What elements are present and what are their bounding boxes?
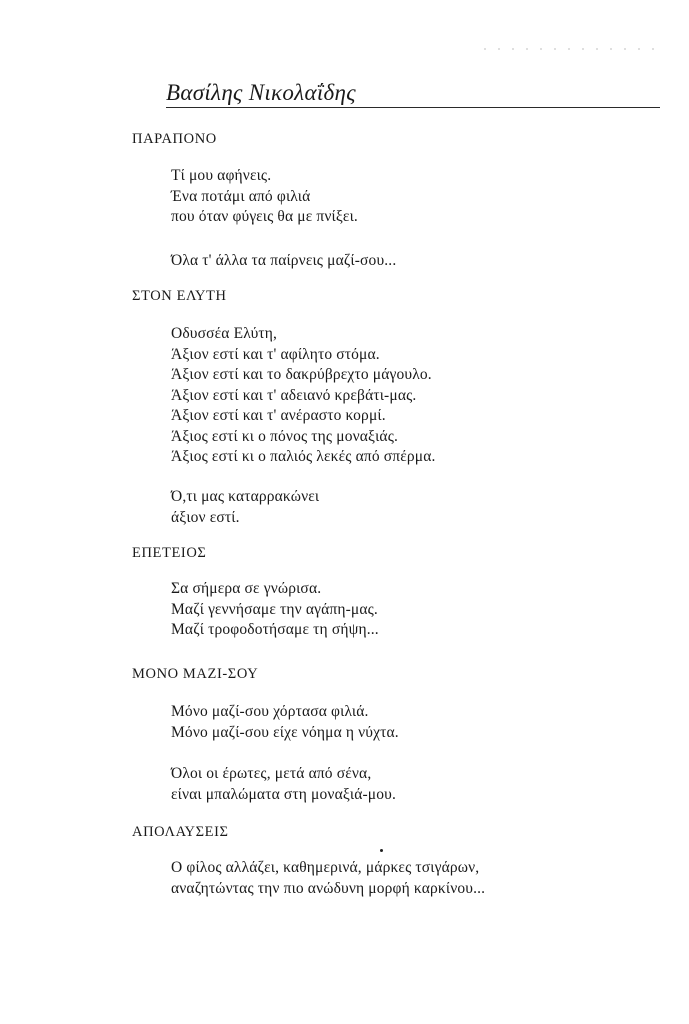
verse-line: Μόνο μαζί-σου χόρτασα φιλιά. xyxy=(171,703,369,720)
verse-line: Τί μου αφήνεις. xyxy=(171,167,272,184)
header-rule xyxy=(166,107,660,108)
poem-title: ΣΤΟΝ ΕΛΥΤΗ xyxy=(132,288,227,304)
verse-line: Άξιον εστί και τ' αδειανό κρεβάτι-μας. xyxy=(171,386,417,404)
verse-line: Άξιον εστί και το δακρύβρεχτο μάγουλο. xyxy=(171,366,432,383)
verse-line: Μόνο μαζί-σου είχε νόημα η νύχτα. xyxy=(171,723,399,741)
verse-line: Άξιον εστί και τ' αφίλητο στόμα. xyxy=(171,345,380,363)
verse-line: που όταν φύγεις θα με πνίξει. xyxy=(171,208,358,225)
verse-line: Άξιος εστί κι ο πόνος της μοναξιάς. xyxy=(171,427,399,445)
stanza xyxy=(171,166,358,228)
stanza xyxy=(171,579,379,641)
poem-title: ΠΑΡΑΠΟΝΟ xyxy=(132,131,217,147)
stanza xyxy=(171,251,396,272)
poem-title: ΜΟΝΟ ΜΑΖΙ-ΣΟΥ xyxy=(132,666,259,682)
stanza xyxy=(171,858,485,899)
page-header xyxy=(166,80,660,110)
verse-line: Άξιος εστί κι ο παλιός λεκές από σπέρμα. xyxy=(171,448,436,465)
verse-line: Μαζί τροφοδοτήσαμε τη σήψη... xyxy=(171,621,379,638)
verse-line: Ο φίλος αλλάζει, καθημερινά, μάρκες τσιγάρων, xyxy=(171,859,480,876)
verse-line: Όλοι οι έρωτες, μετά από σένα, xyxy=(171,765,372,782)
verse-line: Σα σήμερα σε γνώρισα. xyxy=(171,580,322,597)
scan-artifact xyxy=(478,46,658,52)
verse-line: είναι μπαλώματα στη μοναξιά-μου. xyxy=(171,785,397,803)
verse-line: αναζητώντας την πιο ανώδυνη μορφή καρκίνου... xyxy=(171,879,486,897)
stanza xyxy=(171,702,399,743)
stanza xyxy=(171,324,436,468)
verse-line: Ένα ποτάμι από φιλιά xyxy=(171,187,311,205)
verse-line: άξιον εστί. xyxy=(171,508,240,526)
ink-dot xyxy=(380,849,383,852)
poem-title: ΑΠΟΛΑΥΣΕΙΣ xyxy=(132,824,229,840)
stanza xyxy=(171,487,319,528)
verse-line: Οδυσσέα Ελύτη, xyxy=(171,325,278,342)
verse-line: Μαζί γεννήσαμε την αγάπη-μας. xyxy=(171,600,378,618)
poem-title: ΕΠΕΤΕΙΟΣ xyxy=(132,545,207,561)
verse-line: Όλα τ' άλλα τα παίρνεις μαζί-σου... xyxy=(171,252,397,269)
author-name: Βασίλης Νικολαΐδης xyxy=(166,80,356,105)
stanza xyxy=(171,764,396,805)
verse-line: Ό,τι μας καταρρακώνει xyxy=(171,488,320,505)
verse-line: Άξιον εστί και τ' ανέραστο κορμί. xyxy=(171,407,386,424)
